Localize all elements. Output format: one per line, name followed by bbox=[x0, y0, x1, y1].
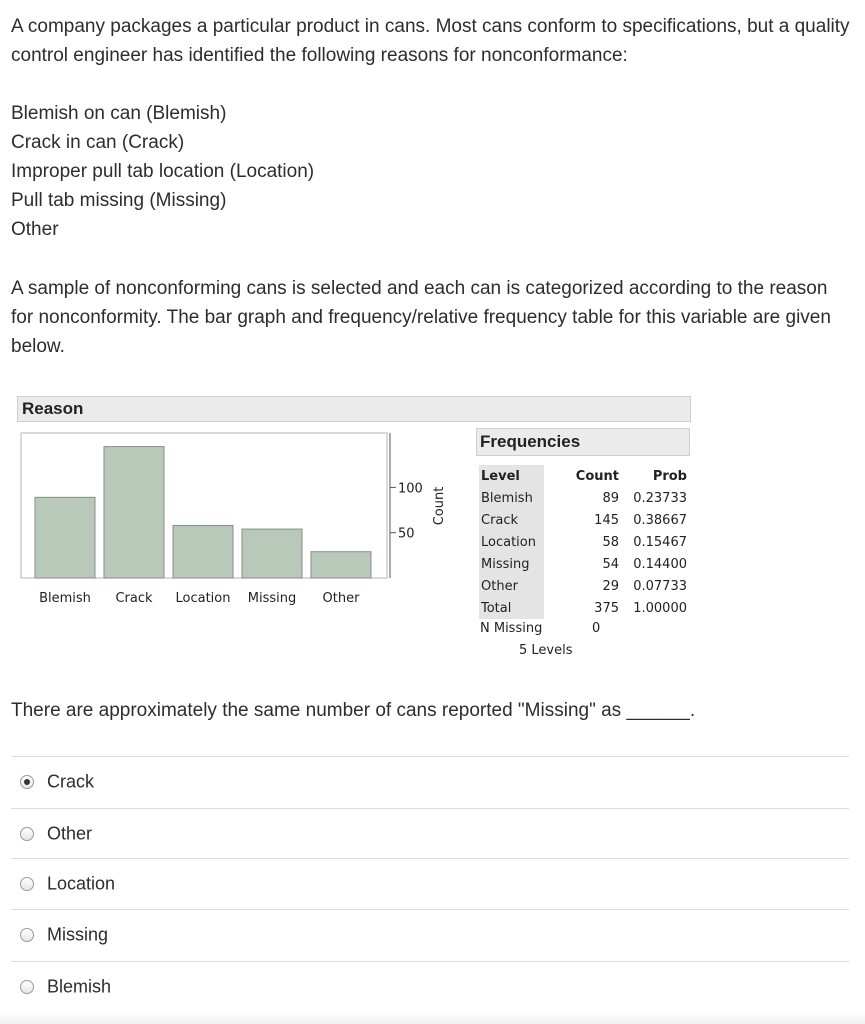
prob-cell: 0.14400 bbox=[633, 556, 687, 572]
x-tick-label: Other bbox=[322, 591, 360, 606]
table-header-row bbox=[479, 465, 687, 487]
bar-blemish bbox=[35, 497, 95, 578]
option-blemish[interactable] bbox=[11, 962, 849, 1012]
prob-cell: 0.07733 bbox=[633, 578, 687, 594]
count-cell: 375 bbox=[594, 600, 619, 616]
table-row bbox=[479, 531, 687, 553]
level-cell: Blemish bbox=[479, 487, 544, 509]
count-cell: 58 bbox=[602, 534, 619, 550]
prob-cell: 1.00000 bbox=[633, 600, 687, 616]
radio-button[interactable] bbox=[20, 980, 34, 994]
option-crack[interactable] bbox=[11, 757, 849, 807]
bar-other bbox=[311, 552, 371, 578]
question-intro: A company packages a particular product in cans. Most cans conform to specifications, but a quality control engineer has identified the following reasons for nonconformance: bbox=[11, 16, 850, 66]
table-row bbox=[479, 487, 687, 509]
frequency-table bbox=[479, 465, 687, 619]
option-label: Crack bbox=[47, 771, 95, 792]
option-label: Other bbox=[47, 823, 93, 844]
prob-cell: 0.15467 bbox=[633, 534, 687, 550]
reason-item: Improper pull tab location (Location) bbox=[11, 161, 315, 182]
option-missing[interactable] bbox=[11, 910, 849, 960]
bar-crack bbox=[104, 447, 164, 578]
prob-cell: 0.38667 bbox=[633, 512, 687, 528]
y-tick-label: 50 bbox=[398, 526, 415, 542]
bar-location bbox=[173, 525, 233, 578]
level-cell: Location bbox=[479, 531, 544, 553]
table-row bbox=[479, 575, 687, 597]
table-total-row bbox=[479, 597, 687, 619]
reason-list bbox=[11, 99, 856, 244]
count-cell: 89 bbox=[602, 490, 619, 506]
col-header-prob: Prob bbox=[652, 468, 687, 484]
x-tick-label: Location bbox=[175, 591, 231, 606]
option-label: Missing bbox=[47, 924, 109, 945]
radio-button[interactable] bbox=[20, 928, 34, 942]
count-cell: 145 bbox=[594, 512, 619, 528]
bar-chart bbox=[17, 428, 457, 618]
bottom-shade bbox=[0, 1010, 865, 1024]
count-cell: 54 bbox=[602, 556, 619, 572]
x-tick-label: Missing bbox=[247, 591, 297, 606]
col-header-level: Level bbox=[479, 465, 544, 487]
n-missing-label: N Missing bbox=[480, 621, 543, 636]
y-axis-label: Count bbox=[432, 486, 447, 526]
x-tick-label: Blemish bbox=[39, 591, 91, 606]
level-cell: Total bbox=[479, 597, 544, 619]
x-tick-label: Crack bbox=[115, 591, 153, 606]
option-label: Blemish bbox=[47, 976, 112, 997]
reason-item: Blemish on can (Blemish) bbox=[11, 103, 227, 124]
count-cell: 29 bbox=[602, 578, 619, 594]
y-tick-label: 100 bbox=[398, 481, 423, 497]
level-cell: Missing bbox=[479, 553, 544, 575]
col-header-count: Count bbox=[575, 468, 619, 484]
reason-item: Pull tab missing (Missing) bbox=[11, 190, 227, 211]
table-row bbox=[479, 553, 687, 575]
option-label: Location bbox=[47, 873, 116, 894]
reason-item: Other bbox=[11, 219, 59, 240]
table-row bbox=[479, 509, 687, 531]
levels-count: 5 Levels bbox=[519, 643, 573, 658]
sample-description: A sample of nonconforming cans is selected and each can is categorized according to the reason for nonconformity. The bar graph and frequency/relative frequency table for this variable are given below. bbox=[11, 278, 831, 357]
report-header: Reason bbox=[17, 396, 691, 422]
option-other[interactable] bbox=[11, 809, 849, 859]
radio-button[interactable] bbox=[20, 877, 34, 891]
option-location[interactable] bbox=[11, 859, 849, 909]
radio-button[interactable] bbox=[20, 827, 34, 841]
prob-cell: 0.23733 bbox=[633, 490, 687, 506]
n-missing-value: 0 bbox=[592, 621, 601, 636]
reason-item: Crack in can (Crack) bbox=[11, 132, 185, 153]
radio-button-selected[interactable] bbox=[20, 775, 34, 789]
bar-missing bbox=[242, 529, 302, 578]
level-cell: Other bbox=[479, 575, 544, 597]
question-prompt: There are approximately the same number of cans reported "Missing" as ______. bbox=[11, 700, 696, 721]
level-cell: Crack bbox=[479, 509, 544, 531]
frequencies-title: Frequencies bbox=[476, 428, 690, 456]
